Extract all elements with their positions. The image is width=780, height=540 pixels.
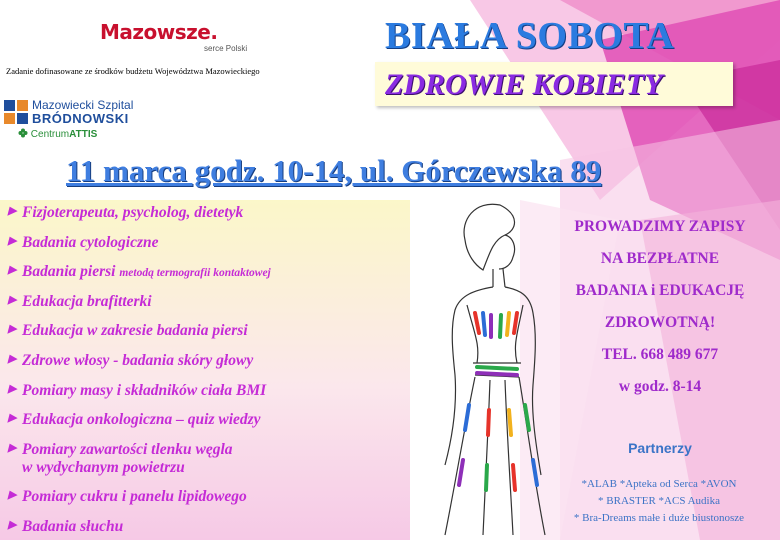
service-text: Pomiary zawartości tlenku węgla bbox=[22, 441, 233, 458]
centrum-prefix: Centrum bbox=[30, 129, 70, 140]
info-hours: w godz. 8-14 bbox=[618, 378, 702, 395]
triangle-bullet-icon: ▶ bbox=[8, 235, 17, 247]
partners-title: Partnerzy bbox=[628, 440, 692, 456]
service-text: Edukacja onkologiczna – quiz wiedzy bbox=[22, 411, 261, 428]
triangle-bullet-icon: ▶ bbox=[8, 489, 17, 501]
triangle-bullet-icon: ▶ bbox=[8, 442, 17, 454]
partners-line: *ALAB *Apteka od Serca *AVON bbox=[581, 478, 737, 490]
partners-line: * BRASTER *ACS Audika bbox=[598, 495, 720, 507]
triangle-bullet-icon: ▶ bbox=[8, 205, 17, 217]
triangle-bullet-icon: ▶ bbox=[8, 383, 17, 395]
triangle-bullet-icon: ▶ bbox=[8, 294, 17, 306]
service-text: Zdrowe włosy - badania skóry głowy bbox=[22, 352, 254, 369]
service-text: Badania słuchu bbox=[22, 518, 124, 535]
phone-number: TEL. 668 489 677 bbox=[601, 346, 719, 363]
hospital-name-line2: BRÓDNOWSKI bbox=[32, 111, 129, 126]
service-note: metodą termografii kontaktowej bbox=[119, 267, 271, 279]
funding-note: Zadanie dofinasowane ze środków budżetu Województwa Mazowieckiego bbox=[6, 66, 260, 76]
triangle-bullet-icon: ▶ bbox=[8, 264, 17, 276]
info-line: PROWADZIMY ZAPISY bbox=[574, 218, 746, 235]
service-text: Badania piersi bbox=[22, 263, 120, 280]
hospital-squares-icon bbox=[4, 100, 30, 126]
service-text-line2: w wydychanym powietrzu bbox=[22, 459, 185, 476]
info-line: BADANIA i EDUKACJĘ bbox=[575, 282, 745, 299]
triangle-bullet-icon: ▶ bbox=[8, 323, 17, 335]
triangle-bullet-icon: ▶ bbox=[8, 412, 17, 424]
service-text: Edukacja brafitterki bbox=[22, 293, 152, 310]
service-text: Badania cytologiczne bbox=[22, 234, 159, 251]
hospital-name-line1: Mazowiecki Szpital bbox=[32, 98, 134, 112]
info-line: NA BEZPŁATNE bbox=[600, 250, 720, 267]
region-logo-word: Mazowsze. bbox=[100, 20, 218, 44]
date-location: 11 marca godz. 10-14, ul. Górczewska 89 bbox=[66, 153, 602, 188]
region-logo-tagline: serce Polski bbox=[204, 44, 248, 53]
service-text: Pomiary masy i składników ciała BMI bbox=[22, 382, 267, 399]
centrum-name: ATTIS bbox=[69, 129, 98, 140]
subtitle-box bbox=[375, 62, 733, 106]
service-text: Edukacja w zakresie badania piersi bbox=[22, 322, 248, 339]
centrum-logo bbox=[18, 128, 97, 140]
triangle-bullet-icon: ▶ bbox=[8, 519, 17, 531]
partners-line: * Bra-Dreams małe i duże biustonosze bbox=[573, 512, 745, 524]
page-title: BIAŁA SOBOTA bbox=[385, 15, 675, 57]
page-subtitle: ZDROWIE KOBIETY bbox=[385, 68, 663, 101]
service-text: Pomiary cukru i panelu lipidowego bbox=[22, 488, 247, 505]
info-line: ZDROWOTNĄ! bbox=[604, 314, 716, 331]
flower-icon bbox=[18, 128, 28, 138]
triangle-bullet-icon: ▶ bbox=[8, 353, 17, 365]
service-text: Fizjoterapeuta, psycholog, dietetyk bbox=[22, 204, 244, 221]
region-logo bbox=[100, 20, 248, 53]
